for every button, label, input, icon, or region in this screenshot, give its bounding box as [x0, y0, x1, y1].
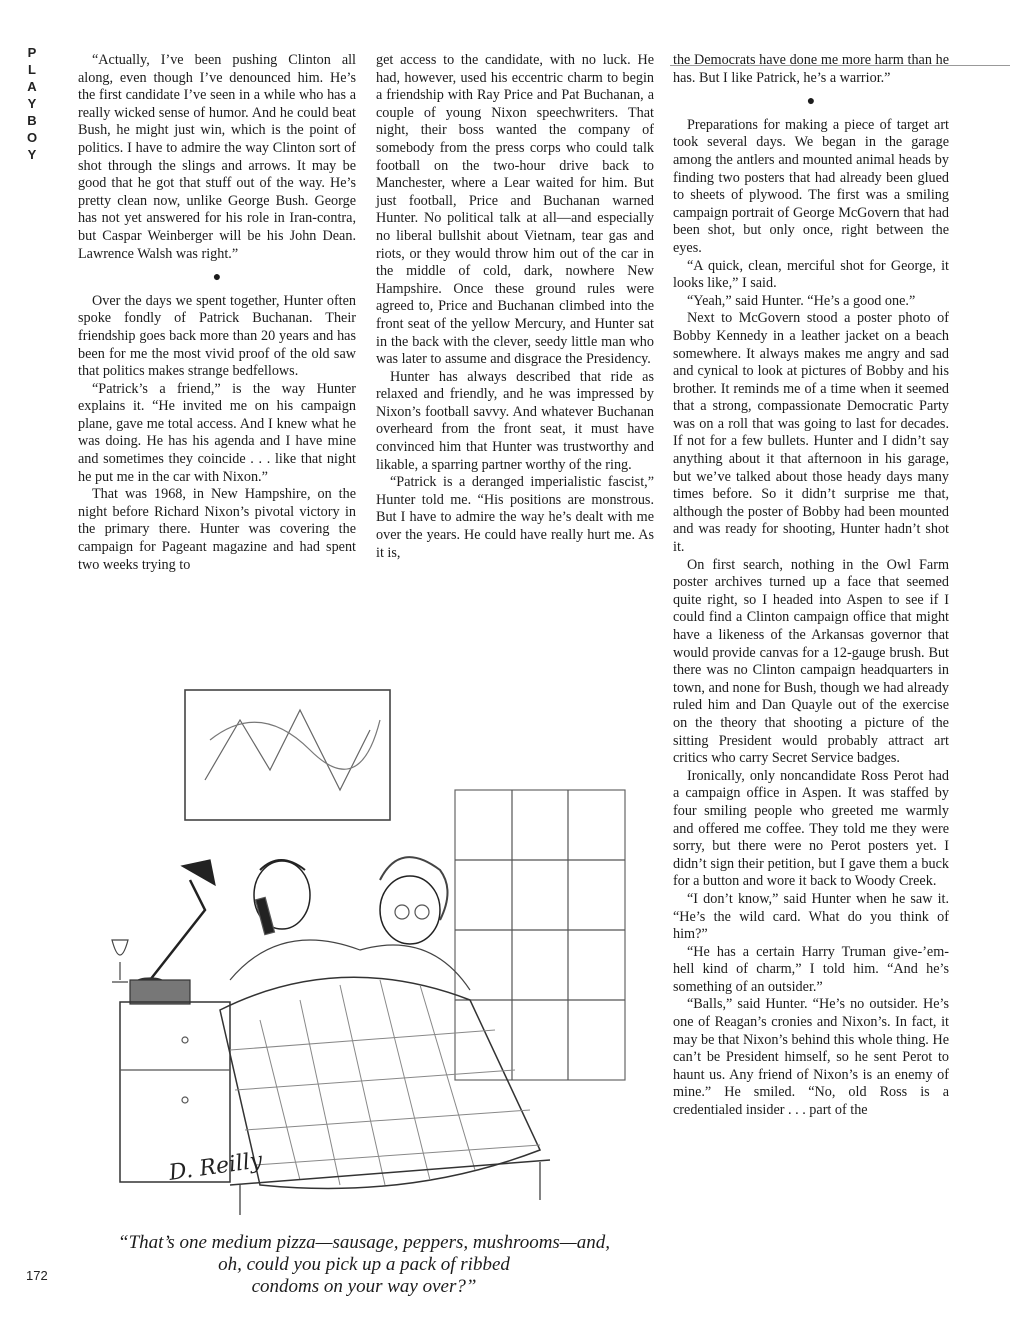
paragraph: Ironically, only noncandidate Ross Perot had a campaign office in Aspen. It was staffed by four smiling people who greeted me warmly and offered me coffee. They told me they were sorry, but there were no Perot posters yet. I didn’t sign their petition, but I gave them a buck for a button and wore it back to Woody Creek. — [673, 767, 949, 890]
paragraph: “Yeah,” said Hunter. “He’s a good one.” — [687, 292, 916, 309]
paragraph: “I don’t know,” said Hunter when he saw it. “He’s the wild card. What do you think of him?” — [673, 890, 949, 943]
paragraph: On first search, nothing in the Owl Farm poster archives turned up a face that seemed quite right, so I headed into Aspen to see if I could find a Clinton campaign office that might have a likeness of the Arkansas governor that would provide canvas for a 12-gauge brush. But there was no Clinton campaign headquarters in town, and none for Bush, though we had already ruled him and Dan Quayle out of the exercise on the theory that shooting a picture of the sitting President would probably attract art critics who carry Secret Service badges. — [673, 556, 949, 767]
paragraph: get access to the candidate, with no luck. He had, however, used his eccentric charm to begin a friendship with Ray Price and Pat Buchanan, a couple of young Nixon speechwriters. That night, their boss wanted the company of somebody from the press corps who could talk football on the two-hour drive back to Manchester, where a Lear waited for him. But just football, Price and Buchanan warned Hunter. No political talk at all—and especially no liberal bullshit about Vietnam, tear gas and riots, or they would throw him out of the car in the middle of cold, dark, nowhere New Hampshire. Once these ground rules were agreed to, Price and Buchanan climbed into the front seat of the yellow Mercury, and Hunter sat in the back with the clever, seedy little man who was later to assume and disgrace the Presidency. — [376, 52, 654, 368]
cartoon-caption — [84, 1232, 644, 1298]
page-number: 172 — [26, 1268, 48, 1283]
section-bullet: ● — [806, 94, 816, 110]
cartoon-illustration — [110, 680, 650, 1220]
paragraph: Preparations for making a piece of target art took several days. We began in the garage among the antlers and mounted animal heads by finding two posters that had already been glued to sheets of plywood. The first was a smiling campaign portrait of George McGovern that had been shot, but only once, right between the eyes. — [673, 116, 949, 256]
caption-line: “That’s one medium pizza—sausage, peppers, mushrooms—and, — [118, 1232, 610, 1253]
magazine-name-vertical: P L A Y B O Y — [26, 45, 38, 162]
caption-line: oh, could you pick up a pack of ribbed — [218, 1254, 510, 1275]
paragraph: Next to McGovern stood a poster photo of Bobby Kennedy in a leather jacket on a beach somewhere. It always makes me angry and sad and cynical to look at pictures of Bobby and his brother. It reminds me of a time when it seemed that a strong, compassionate Democratic Party was on a roll that was going to last for decades. If not for a few bullets. Hunter and I didn’t say anything about it that afternoon in his garage, but we’ve talked about those heady days many times before. So it didn’t surprise me that, although the poster of Bobby had been mounted and was ready for shooting, Hunter hadn’t shot it. — [673, 310, 949, 556]
artist-signature: D. Reilly — [167, 1148, 264, 1186]
article-column-3 — [673, 52, 949, 1120]
paragraph: “He has a certain Harry Truman give-’em-hell kind of charm,” I told him. “And he’s something of an outsider.” — [673, 943, 949, 995]
article-column-2 — [376, 52, 654, 562]
paragraph: Over the days we spent together, Hunter often spoke fondly of Patrick Buchanan. Their friendship goes back more than 20 years and has been for me the most vivid proof of the old saw that politics makes strange bedfellows. — [78, 292, 356, 380]
paragraph: the Democrats have done me more harm than he has. But I like Patrick, he’s a warrior.” — [673, 52, 949, 86]
paragraph: “Actually, I’ve been pushing Clinton all along, even though I’ve denounced him. He’s the first candidate I’ve seen in a while who has a really wicked sense of humor. And he could beat Bush, he might just win, which is the point of politics. I have to admire the way Clinton sort of shot through the slings and arrows. It may be good that he got that stuff out of the way. He’s pretty clean now, unlike George Bush. George has not yet answered for his role in Iran-contra, but Caspar Weinberger will be his John Dean. Lawrence Walsh was right.” — [78, 52, 356, 262]
section-bullet: ● — [212, 270, 222, 286]
article-column-1 — [78, 52, 356, 574]
paragraph: “A quick, clean, merciful shot for George, it looks like,” I said. — [673, 257, 949, 292]
cartoon-drawing — [110, 680, 650, 1220]
paragraph: “Patrick’s a friend,” is the way Hunter explains it. “He invited me on his campaign plane, gave me total access. And I knew what he was doing. He has his agenda and I have mine and sometimes they coincide . . . like that night he put me in the car with Nixon.” — [78, 380, 356, 485]
paragraph: “Balls,” said Hunter. “He’s no outsider. He’s one of Reagan’s cronies and Nixon’s. In fact, it may be that Nixon’s behind this whole thing. He can’t be President himself, so he sent Perot to haunt us. Any friend of Nixon’s is an enemy of mine.” He smiled. “No, old Ross is a credentialed insider . . . part of the — [673, 996, 949, 1119]
caption-line: condoms on your way over?” — [251, 1276, 477, 1297]
paragraph: “Patrick is a deranged imperialistic fascist,” Hunter told me. “His positions are monstrous. But I have to admire the way he’s dealt with me over the years. He could have really hurt me. As it is, — [376, 474, 654, 561]
paragraph: That was 1968, in New Hampshire, on the night before Richard Nixon’s pivotal victory in the primary there. Hunter was covering the campaign for Pageant magazine and had spent two weeks trying to — [78, 486, 356, 573]
paragraph: Hunter has always described that ride as relaxed and friendly, and he was impressed by Nixon’s football savvy. And whatever Buchanan overheard from the front seat, it must have convinced him that Hunter was trustworthy and likable, a sparring partner worthy of the ring. — [376, 368, 654, 473]
